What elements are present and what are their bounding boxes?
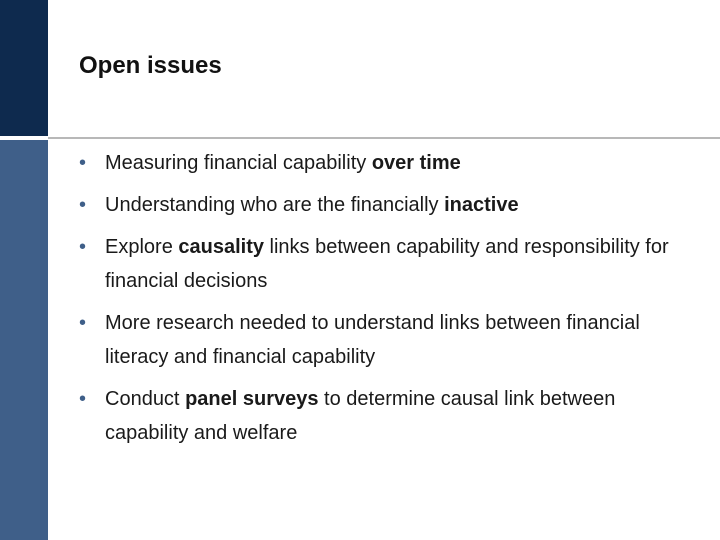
bullet-item bbox=[77, 306, 697, 374]
bullet-text: Conduct bbox=[105, 388, 186, 410]
sidebar-accent-dark bbox=[0, 0, 48, 136]
bullet-dot-icon: • bbox=[79, 388, 87, 410]
slide-title: Open issues bbox=[79, 52, 222, 79]
bullet-text-tail: to determine causal link between capability and welfare bbox=[105, 388, 616, 444]
bullet-text: More research needed to understand links between financial literacy and financial capability bbox=[105, 312, 640, 368]
bullet-text: Understanding who are the financially bbox=[105, 194, 445, 216]
bullet-dot-icon: • bbox=[79, 312, 87, 334]
bullet-dot-icon: • bbox=[79, 236, 87, 258]
bullet-emphasis: panel surveys bbox=[185, 388, 319, 410]
bullet-emphasis: over time bbox=[371, 152, 461, 174]
bullet-item bbox=[77, 188, 697, 222]
bullet-dot-icon: • bbox=[79, 194, 87, 216]
bullet-dot-icon: • bbox=[79, 152, 87, 174]
sidebar-accent-light bbox=[0, 140, 48, 540]
bullet-emphasis: causality bbox=[178, 236, 264, 258]
bullet-item bbox=[77, 382, 697, 450]
bullet-text: Measuring financial capability bbox=[105, 152, 372, 174]
bullet-item bbox=[77, 230, 697, 298]
bullet-item bbox=[77, 146, 697, 180]
bullet-text: Explore bbox=[105, 236, 179, 258]
bullet-emphasis: inactive bbox=[444, 194, 519, 216]
title-divider bbox=[48, 137, 720, 139]
bullet-list bbox=[77, 146, 697, 458]
bullet-text-tail: links between capability and responsibility for financial decisions bbox=[105, 236, 669, 292]
